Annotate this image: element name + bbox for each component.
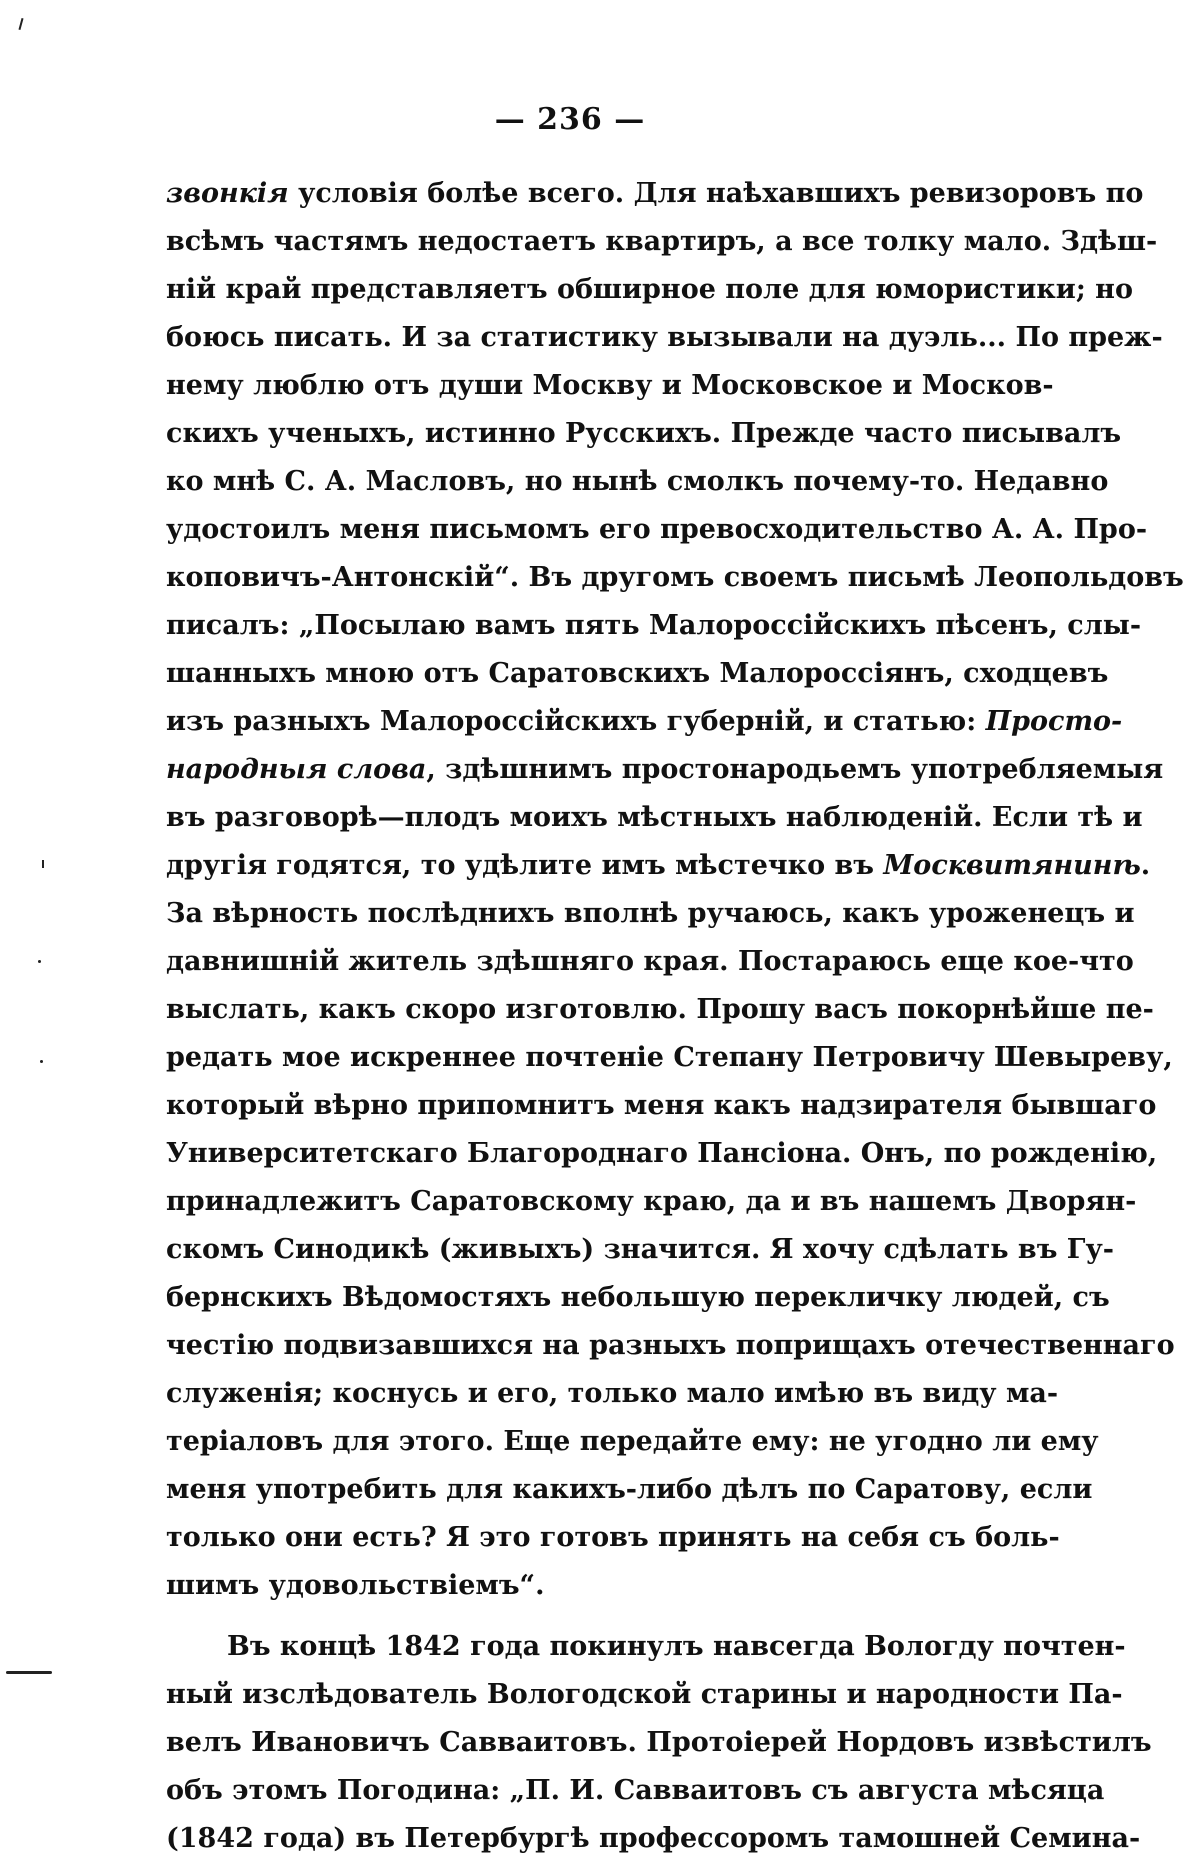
text-line — [166, 746, 1164, 794]
page-number: — 236 — — [494, 102, 646, 137]
text-fragment: принадлежитъ Саратовскому краю, да и въ нашемъ Дворян- — [166, 1186, 1137, 1217]
text-line — [166, 698, 1123, 746]
text-fragment: только они есть? Я это готовъ принять на себя съ боль- — [166, 1522, 1060, 1553]
text-fragment: другія годятся, то удѣлите имъ мѣстечко въ — [166, 850, 884, 881]
text-line — [166, 794, 1143, 842]
text-line — [166, 506, 1148, 554]
text-fragment: изъ разныхъ Малороссійскихъ губерній, и статью: — [166, 706, 986, 737]
scan-mark-left-1 — [42, 860, 44, 868]
text-line — [166, 1562, 1000, 1610]
scan-mark-left-3 — [40, 1060, 43, 1063]
italic-fragment: Москвитянинѣ — [883, 850, 1141, 881]
text-line — [166, 1370, 1059, 1418]
text-line — [166, 842, 1151, 890]
text-fragment: нему люблю отъ души Москву и Московское и Москов- — [166, 370, 1054, 401]
text-line: Въ концѣ 1842 года покинулъ навсегда Вологду почтен- — [227, 1631, 1126, 1662]
text-line — [166, 986, 1154, 1034]
text-fragment: въ разговорѣ—плодъ моихъ мѣстныхъ наблюденій. Если тѣ и — [166, 802, 1143, 833]
text-line — [166, 650, 1109, 698]
text-line — [166, 458, 1109, 506]
text-line — [166, 218, 1158, 266]
text-fragment: ко мнѣ С. А. Масловъ, но нынѣ смолкъ почему-то. Недавно — [166, 466, 1109, 497]
scan-mark-bottom-left — [6, 1671, 52, 1674]
scan-mark-top-left — [18, 18, 23, 30]
text-fragment: теріаловъ для этого. Еще передайте ему: не угодно ли ему — [166, 1426, 1099, 1457]
text-line: ный изслѣдователь Вологодской старины и народности Па- — [166, 1679, 1123, 1710]
text-fragment: , здѣшнимъ простонародьемъ употребляемыя — [426, 754, 1164, 785]
paragraph-2 — [166, 1623, 1152, 1863]
scan-mark-left-2 — [38, 960, 41, 963]
text-line — [166, 938, 1134, 986]
text-fragment: боюсь писать. И за статистику вызывали на дуэль... По преж- — [166, 322, 1163, 353]
text-line: (1842 года) въ Петербургѣ профессоромъ тамошней Семина- — [166, 1823, 1141, 1854]
text-line — [166, 1466, 1093, 1514]
italic-fragment: народныя слова — [166, 754, 427, 785]
text-line — [166, 554, 1184, 602]
text-line — [166, 1082, 1157, 1130]
text-line — [166, 1034, 1173, 1082]
paragraph-1 — [166, 170, 1184, 1610]
text-fragment: удостоилъ меня письмомъ его превосходительство А. А. Про- — [166, 514, 1148, 545]
text-line — [166, 170, 1144, 218]
text-line — [166, 890, 1135, 938]
text-line: велъ Ивановичъ Савваитовъ. Протоіерей Нордовъ извѣстилъ — [166, 1727, 1152, 1758]
text-line — [166, 1322, 1175, 1370]
text-fragment: шанныхъ мною отъ Саратовскихъ Малороссіянъ, сходцевъ — [166, 658, 1109, 689]
text-line — [166, 1226, 1114, 1274]
text-fragment: честію подвизавшихся на разныхъ поприщахъ отечественнаго — [166, 1330, 1175, 1361]
text-line — [166, 602, 1142, 650]
text-fragment: коповичъ-Антонскій“. Въ другомъ своемъ письмѣ Леопольдовъ — [166, 562, 1184, 593]
text-fragment: давнишній житель здѣшняго края. Постараюсь еще кое-что — [166, 946, 1134, 977]
text-fragment: . — [1140, 850, 1151, 881]
italic-fragment: Просто- — [985, 706, 1123, 737]
text-fragment: служенія; коснусь и его, только мало имѣю въ виду ма- — [166, 1378, 1059, 1409]
text-fragment: шимъ удовольствіемъ“. — [166, 1570, 545, 1601]
text-line — [166, 362, 1054, 410]
text-fragment: всѣмъ частямъ недостаетъ квартиръ, а все толку мало. Здѣш- — [166, 226, 1158, 257]
italic-fragment: звонкія — [166, 178, 289, 209]
text-fragment: бернскихъ Вѣдомостяхъ небольшую перекличку людей, съ — [166, 1282, 1110, 1313]
text-fragment: меня употребить для какихъ-либо дѣлъ по Саратову, если — [166, 1474, 1093, 1505]
text-line — [166, 1178, 1137, 1226]
text-line — [166, 1418, 1099, 1466]
text-fragment: скихъ ученыхъ, истинно Русскихъ. Прежде часто писывалъ — [166, 418, 1122, 449]
text-fragment: Университетскаго Благороднаго Пансіона. Онъ, по рожденію, — [166, 1138, 1158, 1169]
text-fragment: ній край представляетъ обширное поле для юмористики; но — [166, 274, 1133, 305]
text-fragment: который вѣрно припомнитъ меня какъ надзирателя бывшаго — [166, 1090, 1157, 1121]
text-fragment: писалъ: „Посылаю вамъ пять Малороссійскихъ пѣсенъ, слы- — [166, 610, 1142, 641]
text-fragment: выслать, какъ скоро изготовлю. Прошу васъ покорнѣйше пе- — [166, 994, 1154, 1025]
text-fragment: условія болѣе всего. Для наѣхавшихъ ревизоровъ по — [288, 178, 1144, 209]
text-fragment: За вѣрность послѣднихъ вполнѣ ручаюсь, какъ уроженецъ и — [166, 898, 1135, 929]
text-line — [166, 1274, 1110, 1322]
text-fragment: редать мое искреннее почтеніе Степану Петровичу Шевыреву, — [166, 1042, 1173, 1073]
text-line — [166, 314, 1163, 362]
text-fragment: скомъ Синодикѣ (живыхъ) значится. Я хочу сдѣлать въ Гу- — [166, 1234, 1114, 1265]
text-line — [166, 410, 1122, 458]
paragraph-break — [166, 1610, 1000, 1623]
text-line: объ этомъ Погодина: „П. И. Савваитовъ съ августа мѣсяца — [166, 1775, 1105, 1806]
text-block — [166, 170, 1184, 1863]
text-line — [166, 266, 1133, 314]
text-line — [166, 1514, 1060, 1562]
text-line — [166, 1130, 1158, 1178]
